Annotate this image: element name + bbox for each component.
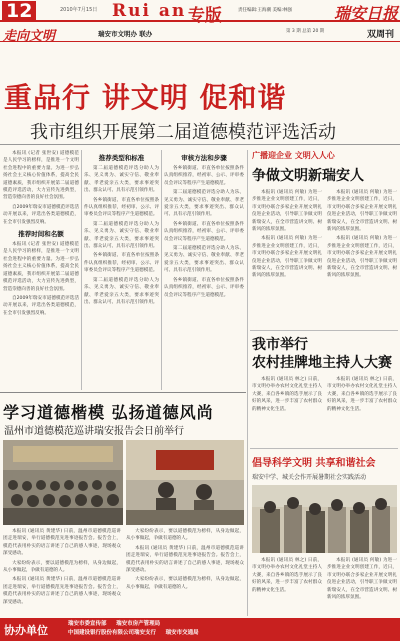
right-text-2b: 本报讯 (通讯员 林之) 日前，市文明办举办农村文化礼堂主持人大赛，来自各乡镇的选手展示了良好的风采，进一步丰富了农村群众的精神文化生活。 xyxy=(327,377,397,412)
sponsor-1: 瑞安市委宣传部 xyxy=(68,621,107,627)
right-kicker-2: 倡导科学文明 共享和谐社会 xyxy=(252,458,376,469)
right-text-1: 本报讯 (通讯员 何敏) 为进一步推进企业文明创建工作，近日，市文明办联合多家企业开展文明礼仪进企业活动，引导职工争做文明新瑞安人，在全市营造讲文明、树新风的浓厚氛围。 xyxy=(252,190,322,233)
divider xyxy=(247,150,248,616)
column-logo: 走向文明 xyxy=(3,29,56,44)
right-title-1: 争做文明新瑞安人 xyxy=(252,168,364,184)
center-subhead-1: 推荐类型和标准 xyxy=(98,154,145,162)
divider xyxy=(0,392,246,393)
meeting-photo xyxy=(3,440,123,525)
right-text-2: 本报讯 (通讯员 林之) 日前，市文明办举办农村文化礼堂主持人大赛，来自各乡镇的选手展示了良好的风采，进一步丰富了农村群众的精神文化生活。 xyxy=(252,377,322,412)
center-text-1b: 第二届道德模范评选分助人为乐、见义勇为、诚实守信、敬业奉献、孝老爱亲五大类，要求事迹突出、群众认可、具有示范引领作用。 xyxy=(84,221,159,250)
center-text-5: 各乡镇街道、市直各单位按照条件认真组织推荐，经初审、公示、评审委员会评议等程序产生道德模范。 xyxy=(164,221,244,242)
date-line: 2010年7月15日 xyxy=(60,7,98,13)
divider xyxy=(250,448,398,449)
left-subhead: 推荐时间和名额 xyxy=(18,230,64,239)
lower-text-4: 本报讯 (通讯员 黄建华) 日前，温州市道德模范巡讲团走进瑞安，举行道德模范先进事迹报告会。报告会上，模范代表用朴实的语言讲述了自己的感人事迹，现场观众深受感动。 xyxy=(126,545,244,574)
right-title-3: 农村挂牌地主持人大赛 xyxy=(252,355,392,371)
editor-line: 责任编辑:王海潮 美编:林强 xyxy=(238,8,292,13)
center-text-1: 第二届道德模范评选分助人为乐、见义勇为、诚实守信、敬业奉献、孝老爱亲五大类，要求事迹突出、群众认可、具有示范引领作用。 xyxy=(84,166,159,194)
divider xyxy=(250,330,398,331)
right-column-bottom xyxy=(252,454,397,614)
right-text-1c: 本报讯 (通讯员 何敏) 为进一步推进企业文明创建工作，近日，市文明办联合多家企业开展文明礼仪进企业活动，引导职工争做文明新瑞安人，在全市营造讲文明、树新风的浓厚氛围。 xyxy=(327,190,397,233)
sponsor-3: 中国建设银行股份有限公司瑞安支行 xyxy=(68,630,157,636)
center-subhead-2: 审核方法和步骤 xyxy=(181,154,227,162)
speaker-photo xyxy=(126,440,244,525)
sponsor-2: 瑞安市房产管理局 xyxy=(116,621,161,627)
right-text-3: 本报讯 (通讯员 林之) 日前，市文明办举办农村文化礼堂主持人大赛，来自各乡镇的选手展示了良好的风采，进一步丰富了农村群众的精神文化生活。 xyxy=(252,558,322,593)
issue-box: 第 3 期 总第 20 期 xyxy=(286,29,325,34)
center-text-1c: 第二届道德模范评选分助人为乐、见义勇为、诚实守信、敬业奉献、孝老爱亲五大类，要求事迹突出、群众认可、具有示范引领作用。 xyxy=(84,277,159,305)
lower-text-1: 本报讯 (通讯员 黄建华) 日前，温州市道德模范巡讲团走进瑞安，举行道德模范先进事迹报告会。报告会上，模范代表用朴实的语言讲述了自己的感人事迹，现场观众深受感动。 xyxy=(3,529,121,557)
footer-sponsors xyxy=(68,620,199,638)
left-column xyxy=(3,150,79,388)
center-column-a xyxy=(84,150,159,388)
section-badge: 专版 xyxy=(188,6,222,26)
divider xyxy=(81,150,82,390)
left-intro: 本报讯 (记者 张世安) 道德模范是人民学习的榜样，是推进一个文明社会进程中的重要力量。为进一步弘扬社会主义核心价值体系，提高全民道德素质，我市组织开展第二届道德模范评选活动，大力宣传先进典型，营造崇德向善的良好社会氛围。 xyxy=(3,151,79,201)
lower-text-5: 大家纷纷表示，要以道德模范为榜样，从身边做起，从小事做起，争做有道德的人。 xyxy=(126,577,244,590)
center-column-b xyxy=(164,150,244,388)
masthead-strip xyxy=(0,0,400,26)
headline-rule xyxy=(0,144,400,145)
lower-text-2: 大家纷纷表示，要以道德模范为榜样，从身边做起，从小事做起，争做有道德的人。 xyxy=(3,560,121,574)
center-text-2: 各乡镇街道、市直各单位按照条件认真组织推荐，经初审、公示、评审委员会评议等程序产生道德模范。 xyxy=(84,197,159,218)
center-text-2b: 各乡镇街道、市直各单位按照条件认真组织推荐，经初审、公示、评审委员会评议等程序产生道德模范。 xyxy=(84,253,159,274)
lower-text-3: 大家纷纷表示，要以道德模范为榜样，从身边做起，从小事做起，争做有道德的人。 xyxy=(126,529,244,542)
center-text-7: 各乡镇街道、市直各单位按照条件认真组织推荐，经初审、公示、评审委员会评议等程序产生道德模范。 xyxy=(164,277,244,298)
page-number: 12 xyxy=(2,1,36,21)
sub-headline: 我市组织开展第二届道德模范评选活动 xyxy=(30,122,336,143)
right-text-1d: 本报讯 (通讯员 何敏) 为进一步推进企业文明创建工作，近日，市文明办联合多家企业开展文明礼仪进企业活动，引导职工争做文明新瑞安人，在全市营造讲文明、树新风的浓厚氛围。 xyxy=(327,236,397,279)
footer-label: 协办单位 xyxy=(4,624,48,637)
left-para: 自2009年瑞安市道德模范评选活动开展以来，评选出各类道德模范，在全市引发强烈反响。 xyxy=(3,204,79,225)
lower-column-a xyxy=(3,528,121,616)
footer-bar xyxy=(0,618,400,641)
right-column-mid xyxy=(252,336,397,446)
main-headline: 重品行 讲文明 促和谐 xyxy=(4,81,287,114)
right-text-1b: 本报讯 (通讯员 何敏) 为进一步推进企业文明创建工作，近日，市文明办联合多家企业开展文明礼仪进企业活动，引导职工争做文明新瑞安人，在全市营造讲文明、树新风的浓厚氛围。 xyxy=(252,236,322,279)
lower-sub: 温州市道德模范巡讲瑞安报告会日前举行 xyxy=(4,426,184,437)
center-text-4: 第二届道德模范评选分助人为乐、见义勇为、诚实守信、敬业奉献、孝老爱亲五大类，要求事迹突出、群众认可、具有示范引领作用。 xyxy=(164,190,244,218)
divider xyxy=(161,150,162,390)
left-para-repeat: 本报讯 (记者 张世安) 道德模范是人民学习的榜样，是推进一个文明社会进程中的重要力量。为进一步弘扬社会主义核心价值体系，提高全民道德素质，我市组织开展第二届道德模范评选活动，大力宣传先进典型，营造崇德向善的良好社会氛围。 xyxy=(3,242,79,292)
right-title-2: 我市举行 xyxy=(252,337,308,353)
right-text-3b: 本报讯 (通讯员 何敏) 为进一步推进企业文明创建工作，近日，市文明办联合多家企业开展文明礼仪进企业活动，引导职工争做文明新瑞安人，在全市营造讲文明、树新风的浓厚氛围。 xyxy=(327,558,397,601)
lower-headline: 学习道德楷模 弘扬道德风尚 xyxy=(3,403,214,422)
center-text-3: 各乡镇街道、市直各单位按照条件认真组织推荐，经初审、公示、评审委员会评议等程序产生道德模范。 xyxy=(164,166,244,186)
paper-name: Rui an xyxy=(112,1,187,21)
column-slogan: 瑞安市文明办 联办 xyxy=(98,30,153,38)
column-strip xyxy=(0,24,400,42)
lower-text-1b: 本报讯 (通讯员 黄建华) 日前，温州市道德模范巡讲团走进瑞安，举行道德模范先进事迹报告会。报告会上，模范代表用朴实的语言讲述了自己的感人事迹，现场观众深受感动。 xyxy=(3,577,121,605)
students-photo xyxy=(252,485,397,553)
right-subtitle: 瑞安中学、城关会作开展暑期社会实践活动 xyxy=(252,474,367,481)
weekly-label: 双周刊 xyxy=(366,30,394,40)
right-kicker: 广播迎企业 文明入人心 xyxy=(252,151,335,160)
sponsor-4: 瑞安市交通局 xyxy=(165,630,199,636)
center-text-6: 第二届道德模范评选分助人为乐、见义勇为、诚实守信、敬业奉献、孝老爱亲五大类，要求事迹突出、群众认可、具有示范引领作用。 xyxy=(164,246,244,274)
lower-column-b xyxy=(126,528,244,616)
paper-logo: 瑞安日报 xyxy=(333,4,398,23)
left-para-repeat-2: 自2009年瑞安市道德模范评选活动开展以来，评选出各类道德模范，在全市引发强烈反响。 xyxy=(3,295,79,316)
